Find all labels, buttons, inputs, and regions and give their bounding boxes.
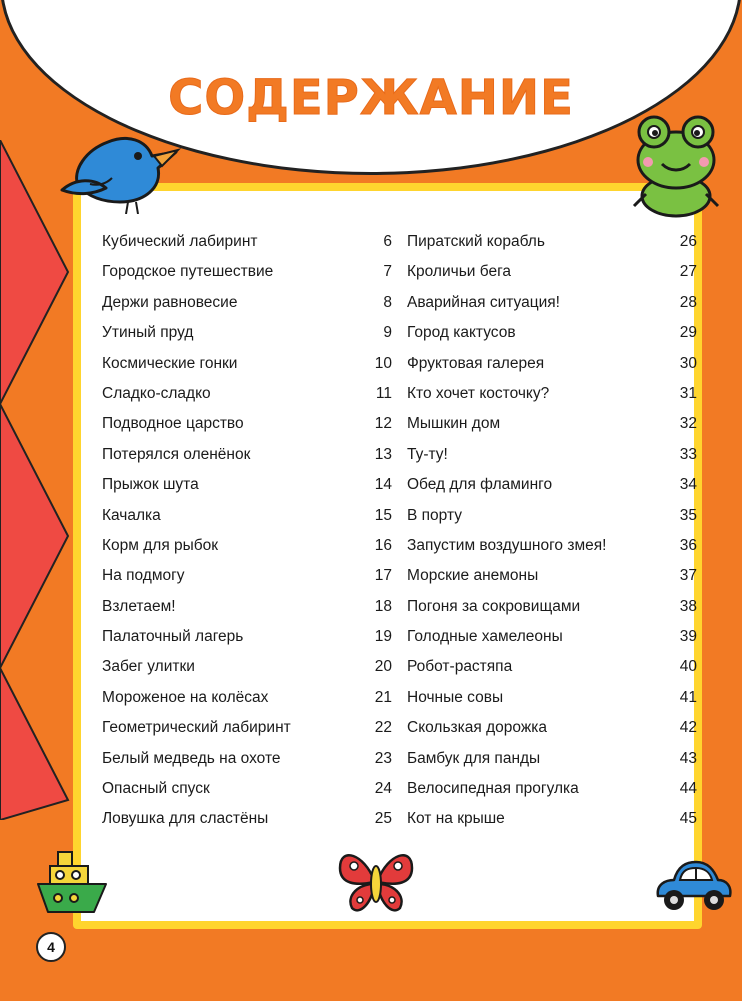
toc-entry [407, 689, 697, 719]
toc-entry-title: На подмогу [102, 567, 185, 585]
toc-entry-page: 24 [374, 780, 392, 798]
toc-entry-title: Подводное царство [102, 415, 244, 433]
toc-entry [407, 598, 697, 628]
toc-entry-page: 35 [679, 506, 697, 524]
toc-entry [102, 658, 392, 688]
toc-entry-title: Ту-ту! [407, 445, 448, 463]
toc-entry [102, 780, 392, 810]
toc-entry-page: 36 [679, 536, 697, 554]
toc-entry-page: 17 [374, 567, 392, 585]
toc-entry-title: Обед для фламинго [407, 476, 553, 494]
toc-entry-page: 45 [679, 810, 697, 828]
toc-entry-page: 26 [679, 233, 697, 250]
toc-entry-page: 7 [383, 263, 392, 281]
page-number: 4 [36, 932, 66, 962]
toc-entry-page: 19 [374, 628, 392, 646]
toc-entry-page: 27 [679, 263, 697, 281]
toc-entry-page: 10 [374, 354, 392, 372]
car-icon [652, 856, 734, 914]
toc-entry-title: В порту [407, 506, 462, 524]
toc-entry-page: 6 [383, 233, 392, 250]
toc-entry-title: Взлетаем! [102, 597, 176, 615]
toc-entry-title: Опасный спуск [102, 780, 210, 798]
toc-entry-title: Велосипедная прогулка [407, 780, 579, 798]
toc-entry-page: 11 [375, 384, 392, 402]
toc-entry-page: 13 [374, 445, 392, 463]
toc-entry [102, 719, 392, 749]
toc-entry-title: Ловушка для сластёны [102, 810, 269, 828]
toc-entry [102, 810, 392, 840]
toc-entry [102, 507, 392, 537]
toc-entry [407, 719, 697, 749]
toc-entry-title: Город кактусов [407, 324, 516, 342]
toc-entry-page: 23 [374, 749, 392, 767]
toc-entry [407, 233, 697, 263]
toc-entry [102, 567, 392, 597]
toc-entry-page: 15 [374, 506, 392, 524]
toc-entry-title: Пиратский корабль [407, 233, 545, 250]
toc-column-left [102, 233, 392, 841]
boat-icon [36, 848, 108, 916]
toc-entry [407, 263, 697, 293]
toc-entry-page: 8 [383, 293, 392, 311]
toc-entry-page: 12 [374, 415, 392, 433]
toc-entry-title: Мороженое на колёсах [102, 688, 269, 706]
toc-entry [407, 507, 697, 537]
toc-entry-page: 28 [679, 293, 697, 311]
toc-entry-page: 21 [374, 688, 392, 706]
frog-icon [626, 110, 726, 218]
toc-entry [102, 233, 392, 263]
toc-entry-title: Держи равновесие [102, 293, 238, 311]
toc-entry [407, 750, 697, 780]
bird-icon [58, 128, 182, 214]
toc-entry [407, 780, 697, 810]
toc-entry-page: 42 [679, 719, 697, 737]
toc-entry-title: Кот на крыше [407, 810, 505, 828]
toc-entry-title: Геометрический лабиринт [102, 719, 291, 737]
toc-column-right [407, 233, 697, 841]
toc-entry-page: 20 [374, 658, 392, 676]
toc-entry-page: 16 [374, 536, 392, 554]
toc-entry [102, 750, 392, 780]
toc-entry [407, 628, 697, 658]
toc-entry [407, 415, 697, 445]
toc-entry-page: 31 [679, 384, 697, 402]
toc-entry [102, 446, 392, 476]
toc-entry-title: Робот-растяпа [407, 658, 513, 676]
toc-entry [102, 324, 392, 354]
toc-entry-page: 34 [679, 476, 697, 494]
toc-entry-page: 25 [374, 810, 392, 828]
page-title: СОДЕРЖАНИЕ [168, 70, 574, 126]
toc-entry-page: 33 [679, 445, 697, 463]
toc-entry-title: Кроличьи бега [407, 263, 512, 281]
toc-entry-page: 9 [383, 324, 392, 342]
toc-entry [102, 537, 392, 567]
toc-entry-title: Бамбук для панды [407, 749, 541, 767]
toc-entry [102, 476, 392, 506]
toc-entry [102, 294, 392, 324]
zigzag-decoration [0, 140, 72, 820]
toc-entry [407, 658, 697, 688]
toc-entry [407, 537, 697, 567]
toc-entry [407, 355, 697, 385]
toc-entry-title: Забег улитки [102, 658, 195, 676]
toc-entry [407, 324, 697, 354]
toc-entry-title: Городское путешествие [102, 263, 274, 281]
toc-entry [407, 446, 697, 476]
toc-entry [407, 476, 697, 506]
toc-entry [407, 810, 697, 840]
toc-entry [102, 355, 392, 385]
toc-entry-page: 41 [679, 688, 697, 706]
toc-entry-page: 30 [679, 354, 697, 372]
toc-entry-page: 22 [374, 719, 392, 737]
toc-entry-title: Мышкин дом [407, 415, 501, 433]
toc-entry-title: Ночные совы [407, 688, 504, 706]
toc-entry-title: Белый медведь на охоте [102, 749, 281, 767]
toc-entry-title: Запустим воздушного змея! [407, 536, 607, 554]
toc-entry-page: 43 [679, 749, 697, 767]
toc-entry [102, 263, 392, 293]
toc-entry-title: Качалка [102, 506, 161, 524]
toc-entry-title: Аварийная ситуация! [407, 293, 560, 311]
toc-entry-title: Палаточный лагерь [102, 628, 244, 646]
toc-entry [407, 294, 697, 324]
toc-entry-title: Кубический лабиринт [102, 233, 258, 250]
toc-entry-page: 18 [374, 597, 392, 615]
toc-entry [102, 415, 392, 445]
toc-entry-page: 44 [679, 780, 697, 798]
toc-entry-title: Сладко-сладко [102, 384, 211, 402]
toc-entry [102, 385, 392, 415]
toc-entry-title: Голодные хамелеоны [407, 628, 563, 646]
butterfly-icon [336, 846, 416, 916]
toc-entry-title: Корм для рыбок [102, 536, 219, 554]
toc-entry [407, 385, 697, 415]
toc-entry-page: 40 [679, 658, 697, 676]
toc-entry-title: Скользкая дорожка [407, 719, 547, 737]
toc-entry-page: 37 [679, 567, 697, 585]
toc-entry-title: Прыжок шута [102, 476, 199, 494]
toc-entry-title: Космические гонки [102, 354, 238, 372]
toc-entry-title: Морские анемоны [407, 567, 539, 585]
toc-entry-title: Фруктовая галерея [407, 354, 545, 372]
toc-entry-title: Погоня за сокровищами [407, 597, 581, 615]
toc-entry-page: 14 [374, 476, 392, 494]
toc-entry [102, 628, 392, 658]
toc-entry-title: Потерялся оленёнок [102, 445, 251, 463]
toc-entry-page: 32 [679, 415, 697, 433]
toc-entry-page: 29 [679, 324, 697, 342]
toc-entry-page: 38 [679, 597, 697, 615]
toc-entry [407, 567, 697, 597]
toc-entry-page: 39 [679, 628, 697, 646]
toc-entry [102, 689, 392, 719]
toc-entry-title: Утиный пруд [102, 324, 194, 342]
toc-entry-title: Кто хочет косточку? [407, 384, 550, 402]
toc-entry [102, 598, 392, 628]
